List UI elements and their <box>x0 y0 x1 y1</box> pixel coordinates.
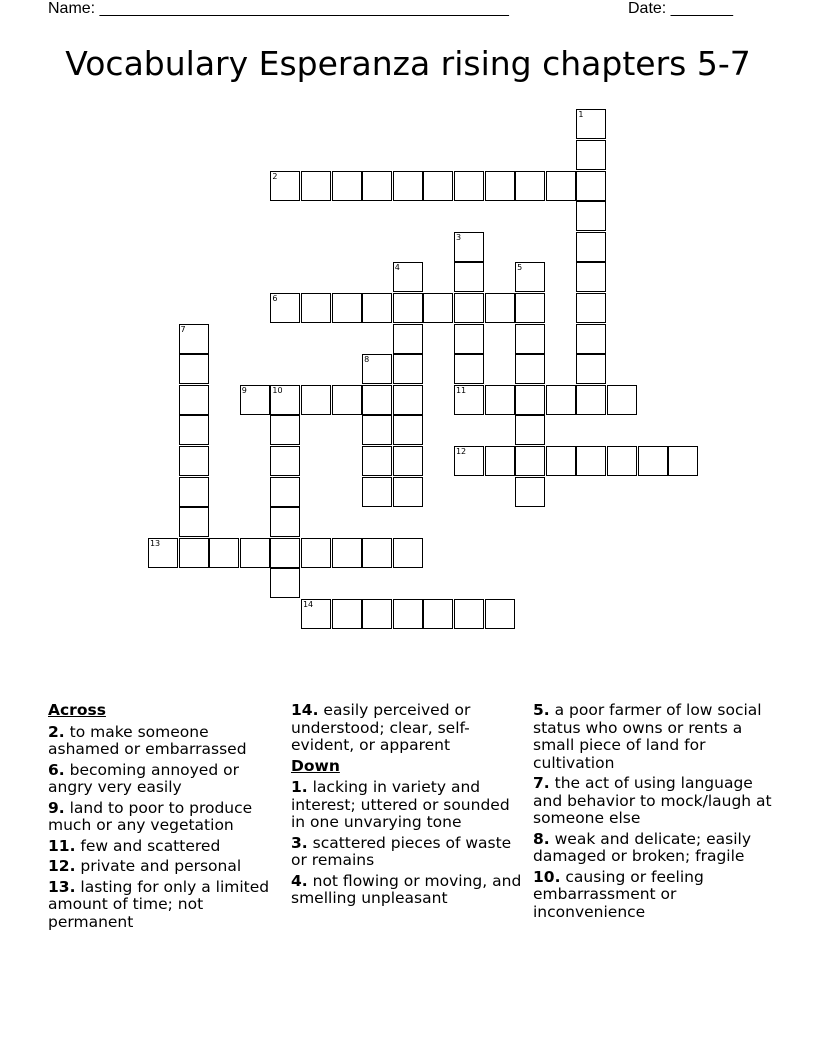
across-clue-14 <box>291 702 523 755</box>
crossword-cell[interactable] <box>362 446 392 476</box>
cell-number: 8 <box>364 355 370 365</box>
crossword-cell[interactable] <box>515 385 545 415</box>
crossword-cell[interactable] <box>515 262 545 292</box>
cell-number: 6 <box>272 293 278 303</box>
crossword-cell[interactable] <box>546 446 576 476</box>
crossword-cell[interactable] <box>576 262 606 292</box>
crossword-cell[interactable] <box>240 385 270 415</box>
crossword-cell[interactable] <box>454 293 484 323</box>
clue-number: 3. <box>291 833 308 852</box>
clue-text: lacking in variety and interest; uttered or sounded in one unvarying tone <box>291 778 510 831</box>
crossword-cell[interactable] <box>393 293 423 323</box>
down-clue-1 <box>291 779 523 832</box>
across-clue-13 <box>48 879 280 932</box>
crossword-cell[interactable] <box>179 507 209 537</box>
crossword-cell[interactable] <box>515 354 545 384</box>
clue-number: 5. <box>533 701 550 719</box>
crossword-cell[interactable] <box>393 446 423 476</box>
crossword-cell[interactable] <box>270 477 300 507</box>
clue-text: weak and delicate; easily damaged or broken; fragile <box>533 829 751 865</box>
crossword-cell[interactable] <box>179 477 209 507</box>
crossword-cell[interactable] <box>393 415 423 445</box>
crossword-cell[interactable] <box>546 171 576 201</box>
name-field-label[interactable]: Name: ______________________________________________ <box>48 0 509 17</box>
crossword-cell[interactable] <box>515 293 545 323</box>
down-clue-7 <box>533 775 773 828</box>
cell-number: 13 <box>149 538 161 548</box>
crossword-cell[interactable] <box>576 354 606 384</box>
crossword-cell[interactable] <box>515 171 545 201</box>
crossword-cell[interactable] <box>485 293 515 323</box>
crossword-cell[interactable] <box>576 140 606 170</box>
clue-number: 1. <box>291 778 308 796</box>
crossword-cell[interactable] <box>515 324 545 354</box>
across-clue-9 <box>48 800 280 835</box>
crossword-cell[interactable] <box>301 385 331 415</box>
clue-text: to make someone ashamed or embarrassed <box>48 722 247 758</box>
clue-text: land to poor to produce much or any vegetation <box>48 798 253 834</box>
crossword-cell[interactable] <box>270 507 300 537</box>
crossword-cell[interactable] <box>301 599 331 629</box>
crossword-cell[interactable] <box>362 171 392 201</box>
cell-number: 11 <box>455 385 467 395</box>
clues-column-1 <box>48 702 280 934</box>
clue-number: 13. <box>48 877 76 896</box>
crossword-cell[interactable] <box>362 415 392 445</box>
clue-text: few and scattered <box>80 836 221 855</box>
clue-number: 2. <box>48 722 65 741</box>
crossword-cell[interactable] <box>454 171 484 201</box>
crossword-cell[interactable] <box>393 385 423 415</box>
crossword-cell[interactable] <box>393 477 423 507</box>
clue-number: 11. <box>48 836 76 855</box>
crossword-cell[interactable] <box>179 324 209 354</box>
crossword-cell[interactable] <box>301 538 331 568</box>
crossword-cell[interactable] <box>576 201 606 231</box>
crossword-cell[interactable] <box>576 171 606 201</box>
crossword-cell[interactable] <box>546 385 576 415</box>
crossword-cell[interactable] <box>332 293 362 323</box>
crossword-cell[interactable] <box>179 415 209 445</box>
crossword-cell[interactable] <box>362 599 392 629</box>
crossword-cell[interactable] <box>270 385 300 415</box>
crossword-cell[interactable] <box>607 446 637 476</box>
crossword-cell[interactable] <box>179 385 209 415</box>
crossword-cell[interactable] <box>576 324 606 354</box>
crossword-cell[interactable] <box>454 385 484 415</box>
clue-number: 7. <box>533 774 550 792</box>
crossword-cell[interactable] <box>423 599 453 629</box>
crossword-cell[interactable] <box>423 171 453 201</box>
page-title: Vocabulary Esperanza rising chapters 5-7 <box>65 44 751 83</box>
down-clue-3 <box>291 835 523 870</box>
clues-column-2 <box>291 702 523 911</box>
crossword-cell[interactable] <box>393 324 423 354</box>
clue-number: 10. <box>533 867 561 886</box>
down-clue-8 <box>533 831 773 866</box>
clue-number: 8. <box>533 829 550 848</box>
crossword-cell[interactable] <box>270 446 300 476</box>
crossword-cell[interactable] <box>270 568 300 598</box>
crossword-cell[interactable] <box>362 293 392 323</box>
cell-number: 4 <box>394 263 400 273</box>
cell-number: 1 <box>578 110 584 120</box>
crossword-cell[interactable] <box>362 385 392 415</box>
crossword-cell[interactable] <box>668 446 698 476</box>
cell-number: 3 <box>455 232 462 242</box>
cell-number: 9 <box>241 385 247 395</box>
clue-text: not flowing or moving, and smelling unpleasant <box>291 871 522 907</box>
date-field-label[interactable]: Date: _______ <box>628 0 733 17</box>
crossword-cell[interactable] <box>301 293 331 323</box>
crossword-cell[interactable] <box>301 171 331 201</box>
crossword-cell[interactable] <box>332 599 362 629</box>
across-clue-2 <box>48 724 280 759</box>
crossword-cell[interactable] <box>209 538 239 568</box>
crossword-cell[interactable] <box>576 109 606 139</box>
across-heading: Across <box>48 701 106 719</box>
clue-text: scattered pieces of waste or remains <box>291 833 512 869</box>
crossword-cell[interactable] <box>362 538 392 568</box>
across-clue-6 <box>48 762 280 797</box>
clue-number: 6. <box>48 760 65 779</box>
crossword-cell[interactable] <box>515 446 545 476</box>
crossword-cell[interactable] <box>638 446 668 476</box>
clue-number: 9. <box>48 798 65 817</box>
clue-number: 4. <box>291 871 308 890</box>
clue-text: becoming annoyed or angry very easily <box>48 760 239 796</box>
across-clue-12 <box>48 858 280 876</box>
crossword-cell[interactable] <box>270 171 300 201</box>
crossword-cell[interactable] <box>485 599 515 629</box>
crossword-cell[interactable] <box>362 354 392 384</box>
crossword-cell[interactable] <box>332 171 362 201</box>
down-clue-5 <box>533 702 773 772</box>
cell-number: 7 <box>180 324 186 334</box>
crossword-cell[interactable] <box>393 538 423 568</box>
crossword-cell[interactable] <box>332 385 362 415</box>
crossword-cell[interactable] <box>393 171 423 201</box>
cell-number: 2 <box>272 171 278 181</box>
crossword-cell[interactable] <box>148 538 178 568</box>
crossword-cell[interactable] <box>179 354 209 384</box>
crossword-cell[interactable] <box>270 415 300 445</box>
crossword-cell[interactable] <box>454 232 484 262</box>
crossword-cell[interactable] <box>423 293 453 323</box>
crossword-cell[interactable] <box>393 354 423 384</box>
crossword-cell[interactable] <box>454 354 484 384</box>
crossword-cell[interactable] <box>485 385 515 415</box>
crossword-cell[interactable] <box>454 599 484 629</box>
crossword-cell[interactable] <box>454 262 484 292</box>
crossword-cell[interactable] <box>576 385 606 415</box>
cell-number: 14 <box>302 599 314 609</box>
clue-text: lasting for only a limited amount of time; not permanent <box>48 877 270 931</box>
crossword-cell[interactable] <box>485 171 515 201</box>
clue-text: private and personal <box>80 857 242 875</box>
crossword-cell[interactable] <box>270 293 300 323</box>
clues-column-3 <box>533 702 773 924</box>
crossword-cell[interactable] <box>454 324 484 354</box>
crossword-cell[interactable] <box>179 538 209 568</box>
down-heading: Down <box>291 756 340 775</box>
clue-text: a poor farmer of low social status who owns or rents a small piece of land for cultivation <box>533 701 762 772</box>
crossword-cell[interactable] <box>362 477 392 507</box>
cell-number: 10 <box>272 385 283 395</box>
cell-number: 5 <box>517 263 523 273</box>
crossword-cell[interactable] <box>515 415 545 445</box>
crossword-cell[interactable] <box>576 232 606 262</box>
clue-number: 12. <box>48 857 76 875</box>
clue-text: easily perceived or understood; clear, self-evident, or apparent <box>291 701 471 754</box>
cell-number: 12 <box>455 446 467 456</box>
crossword-cell[interactable] <box>454 446 484 476</box>
crossword-cell[interactable] <box>576 293 606 323</box>
clue-text: causing or feeling embarrassment or inconvenience <box>533 867 704 921</box>
clue-number: 14. <box>291 701 319 719</box>
crossword-cell[interactable] <box>270 538 300 568</box>
down-clue-4 <box>291 873 523 908</box>
crossword-cell[interactable] <box>179 446 209 476</box>
crossword-cell[interactable] <box>576 446 606 476</box>
down-clue-10 <box>533 869 773 922</box>
crossword-cell[interactable] <box>332 538 362 568</box>
crossword-cell[interactable] <box>240 538 270 568</box>
crossword-cell[interactable] <box>393 262 423 292</box>
across-clue-11 <box>48 838 280 856</box>
clue-text: the act of using language and behavior to mock/laugh at someone else <box>533 774 772 827</box>
crossword-cell[interactable] <box>393 599 423 629</box>
crossword-cell[interactable] <box>485 446 515 476</box>
crossword-cell[interactable] <box>607 385 637 415</box>
crossword-cell[interactable] <box>515 477 545 507</box>
